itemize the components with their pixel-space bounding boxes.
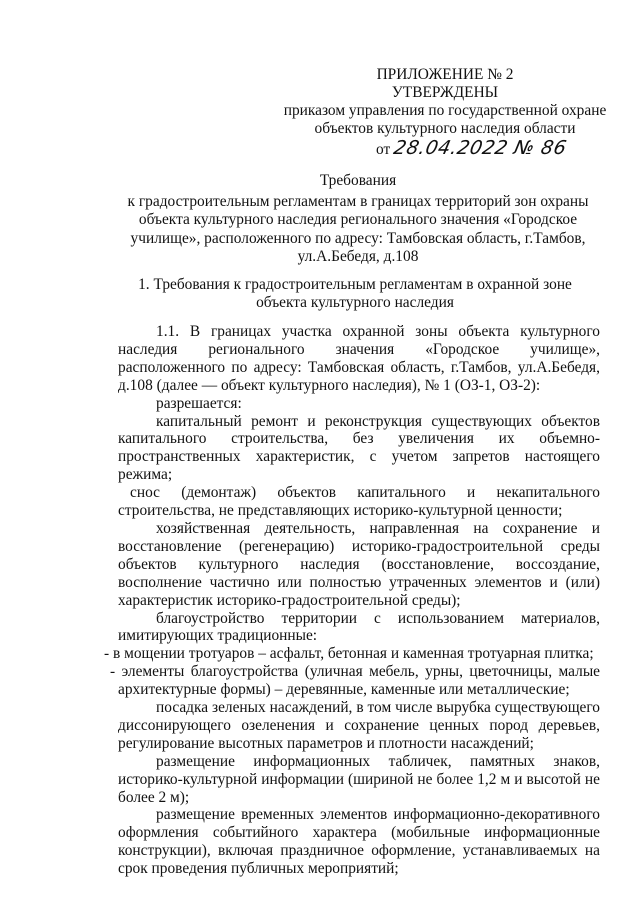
paragraph-economic-activity: хозяйственная деятельность, направленная на сохранение и восстановление (регенерацию) историко-градостроительной среды объектов культурного наследия (восстановление, воссоздание, восполнение частично или полностью утраченных элементов и (или) характеристик историко-градостроительной среды); [118, 519, 600, 609]
paragraph-1-1: 1.1. В границах участка охранной зоны объекта культурного наследия регионального значения «Городское училище», расположенного по адресу: Тамбовская область, г.Тамбов, ул.А.Бебедя, д.108 (далее — объект культурного наследия), № 1 (ОЗ-1, ОЗ-2): [118, 323, 600, 394]
paragraph-allowed: разрешается: [156, 394, 242, 412]
date-prefix: от [376, 141, 391, 158]
section-heading [120, 276, 590, 312]
title-word: Требования [319, 172, 397, 189]
order-line-1: приказом управления по государственной охране [283, 102, 607, 119]
section-heading-line-1: 1. Требования к градостроительным регламентам в охранной зоне [138, 276, 572, 293]
title-line-2: объекта культурного наследия регионального значения «Городское [138, 211, 578, 228]
approved-label: УТВЕРЖДЕНЫ [391, 84, 499, 101]
paragraph-paving: - в мощении тротуаров – асфальт, бетонная и каменная тротуарная плитка; [104, 645, 594, 663]
paragraph-improvement-elements: - элементы благоустройства (уличная мебель, урны, цветочницы, малые архитектурные формы) – деревянные, каменные или металлические; [110, 663, 600, 699]
paragraph-demolition: снос (демонтаж) объектов капитального и некапитального строительства, не представляющих историко-культурной ценности; [118, 484, 600, 520]
order-line-2: объектов культурного наследия области [314, 120, 576, 137]
document-title [118, 172, 598, 267]
paragraph-landscaping: благоустройство территории с использованием материалов, имитирующих традиционные: [118, 609, 600, 645]
title-line-3: училище», расположенного по адресу: Тамбовская область, г.Тамбов, [130, 229, 586, 247]
appendix-header [280, 66, 610, 159]
section-heading-line-2: объекта культурного наследия [256, 294, 454, 311]
handwritten-date-number: 28.04.2022 № 86 [391, 137, 569, 159]
paragraph-temporary-elements: размещение временных элементов информационно-декоративного оформления событийного характера (мобильные информационные конструкции), включая праздничное оформление, устанавливаемых на срок проведения публичных мероприятий; [118, 806, 600, 878]
title-line-4: ул.А.Бебедя, д.108 [297, 248, 419, 265]
paragraph-capital-repair: капитальный ремонт и реконструкция существующих объектов капитального строительства, без увеличения их объемно-пространственных характеристик, с учетом запретов настоящего режима; [118, 412, 600, 484]
paragraph-info-plates: размещение информационных табличек, памятных знаков, историко-культурной информации (шириной не более 1,2 м и высотой не более 2 м); [118, 752, 600, 806]
body-text [104, 323, 600, 878]
paragraph-planting: посадка зеленых насаждений, в том числе вырубка существующего диссонирующего озеленения и сохранение ценных пород деревьев, регулирование высотных параметров и плотности насаждений; [118, 699, 600, 752]
title-line-1: к градостроительным регламентам в границах территорий зон охраны [127, 192, 589, 210]
appendix-number: ПРИЛОЖЕНИЕ № 2 [376, 66, 514, 83]
order-date-line [376, 139, 610, 159]
